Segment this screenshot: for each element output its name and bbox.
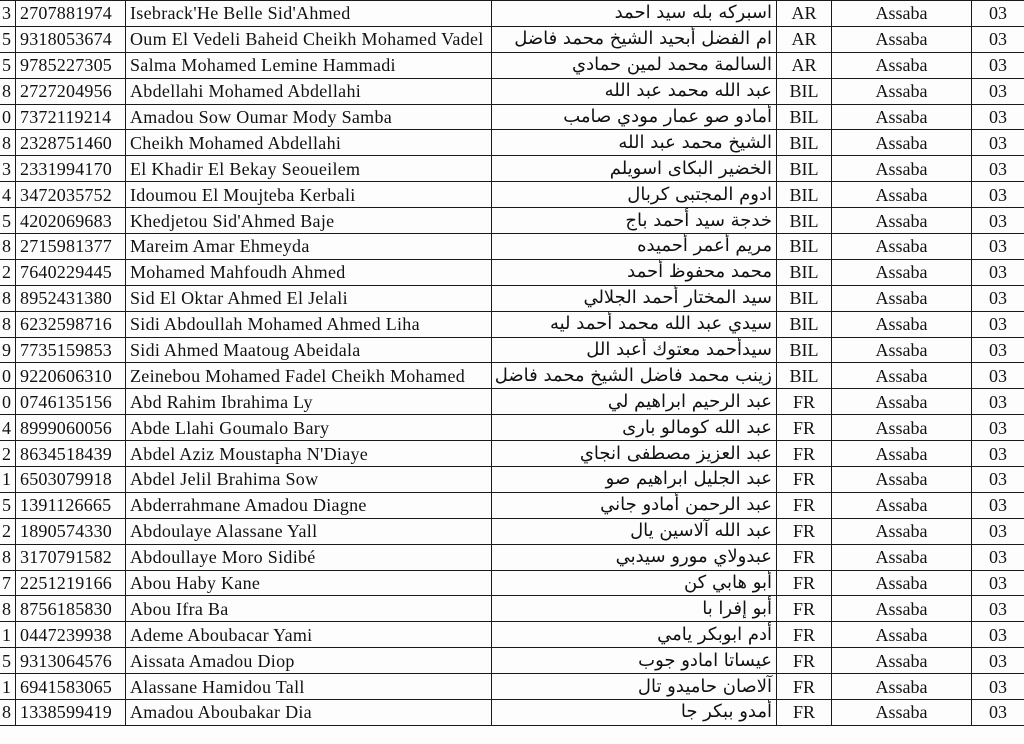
wilaya-cell: Assaba (832, 518, 972, 544)
arabic-name-cell: الخضير البكاى اسويلم (492, 156, 777, 182)
language-cell: BIL (777, 285, 832, 311)
table-row (0, 570, 1024, 596)
arabic-name-cell: عبد الجليل ابراهيم صو (492, 467, 777, 493)
wilaya-code-cell: 03 (972, 674, 1024, 700)
table-body (0, 1, 1024, 726)
latin-name-cell: Abdoullaye Moro Sidibé (126, 544, 492, 570)
language-cell: FR (777, 492, 832, 518)
wilaya-code-cell: 03 (972, 389, 1024, 415)
arabic-name-cell: أبو هابي كن (492, 570, 777, 596)
latin-name-cell: Abdel Jelil Brahima Sow (126, 467, 492, 493)
language-cell: FR (777, 544, 832, 570)
latin-name-cell: Sidi Abdoullah Mohamed Ahmed Liha (126, 311, 492, 337)
nni-cell: 2707881974 (16, 1, 126, 27)
nni-cell: 2328751460 (16, 130, 126, 156)
wilaya-cell: Assaba (832, 648, 972, 674)
language-cell: BIL (777, 363, 832, 389)
nni-cell: 9313064576 (16, 648, 126, 674)
wilaya-cell: Assaba (832, 285, 972, 311)
arabic-name-cell: عبد الرحيم ابراهيم لي (492, 389, 777, 415)
row-index-cell: 7 (0, 570, 16, 596)
wilaya-code-cell: 03 (972, 492, 1024, 518)
arabic-name-cell: أدم ابوبكر يامي (492, 622, 777, 648)
latin-name-cell: Abd Rahim Ibrahima Ly (126, 389, 492, 415)
wilaya-cell: Assaba (832, 700, 972, 726)
arabic-name-cell: اسبركه بله سيد احمد (492, 1, 777, 27)
row-index-cell: 4 (0, 415, 16, 441)
latin-name-cell: El Khadir El Bekay Seoueilem (126, 156, 492, 182)
arabic-name-cell: عبدولاي مورو سيدبي (492, 544, 777, 570)
arabic-name-cell: مريم أعمر أحميده (492, 234, 777, 260)
row-index-cell: 5 (0, 52, 16, 78)
row-index-cell: 0 (0, 363, 16, 389)
row-index-cell: 5 (0, 492, 16, 518)
wilaya-code-cell: 03 (972, 285, 1024, 311)
latin-name-cell: Abdellahi Mohamed Abdellahi (126, 78, 492, 104)
row-index-cell: 8 (0, 234, 16, 260)
table-row (0, 208, 1024, 234)
wilaya-cell: Assaba (832, 52, 972, 78)
row-index-cell: 2 (0, 518, 16, 544)
nni-cell: 0447239938 (16, 622, 126, 648)
wilaya-cell: Assaba (832, 441, 972, 467)
language-cell: BIL (777, 104, 832, 130)
nni-cell: 7640229445 (16, 259, 126, 285)
wilaya-code-cell: 03 (972, 311, 1024, 337)
nni-cell: 1391126665 (16, 492, 126, 518)
table-row (0, 78, 1024, 104)
language-cell: BIL (777, 311, 832, 337)
wilaya-code-cell: 03 (972, 234, 1024, 260)
language-cell: BIL (777, 156, 832, 182)
latin-name-cell: Khedjetou Sid'Ahmed Baje (126, 208, 492, 234)
arabic-name-cell: عبد الله كومالو بارى (492, 415, 777, 441)
arabic-name-cell: ام الفضل أبحيد الشيخ محمد فاضل (492, 26, 777, 52)
language-cell: FR (777, 596, 832, 622)
wilaya-code-cell: 03 (972, 596, 1024, 622)
language-cell: FR (777, 570, 832, 596)
wilaya-cell: Assaba (832, 311, 972, 337)
language-cell: FR (777, 700, 832, 726)
wilaya-code-cell: 03 (972, 1, 1024, 27)
row-index-cell: 3 (0, 1, 16, 27)
latin-name-cell: Sidi Ahmed Maatoug Abeidala (126, 337, 492, 363)
wilaya-cell: Assaba (832, 259, 972, 285)
latin-name-cell: Amadou Sow Oumar Mody Samba (126, 104, 492, 130)
language-cell: BIL (777, 130, 832, 156)
row-index-cell: 2 (0, 441, 16, 467)
latin-name-cell: Abou Ifra Ba (126, 596, 492, 622)
arabic-name-cell: سيدأحمد معتوك أعبد الل (492, 337, 777, 363)
row-index-cell: 1 (0, 674, 16, 700)
language-cell: AR (777, 1, 832, 27)
wilaya-code-cell: 03 (972, 544, 1024, 570)
arabic-name-cell: أبو إفرا با (492, 596, 777, 622)
arabic-name-cell: محمد محفوظ أحمد (492, 259, 777, 285)
wilaya-cell: Assaba (832, 182, 972, 208)
nni-cell: 2715981377 (16, 234, 126, 260)
row-index-cell: 1 (0, 622, 16, 648)
arabic-name-cell: أمادو صو عمار مودي صامب (492, 104, 777, 130)
wilaya-cell: Assaba (832, 1, 972, 27)
latin-name-cell: Oum El Vedeli Baheid Cheikh Mohamed Vadel (126, 26, 492, 52)
arabic-name-cell: خدجة سيد أحمد باج (492, 208, 777, 234)
language-cell: AR (777, 52, 832, 78)
nni-cell: 1890574330 (16, 518, 126, 544)
wilaya-code-cell: 03 (972, 622, 1024, 648)
wilaya-cell: Assaba (832, 467, 972, 493)
latin-name-cell: Alassane Hamidou Tall (126, 674, 492, 700)
table-row (0, 26, 1024, 52)
table-row (0, 467, 1024, 493)
row-index-cell: 8 (0, 78, 16, 104)
table-row (0, 285, 1024, 311)
language-cell: FR (777, 674, 832, 700)
table-row (0, 363, 1024, 389)
nni-cell: 8999060056 (16, 415, 126, 441)
nni-cell: 4202069683 (16, 208, 126, 234)
table-row (0, 156, 1024, 182)
latin-name-cell: Sid El Oktar Ahmed El Jelali (126, 285, 492, 311)
wilaya-cell: Assaba (832, 104, 972, 130)
nni-cell: 6941583065 (16, 674, 126, 700)
row-index-cell: 8 (0, 544, 16, 570)
language-cell: FR (777, 622, 832, 648)
wilaya-cell: Assaba (832, 337, 972, 363)
latin-name-cell: Aissata Amadou Diop (126, 648, 492, 674)
row-index-cell: 8 (0, 130, 16, 156)
nni-cell: 7372119214 (16, 104, 126, 130)
arabic-name-cell: عيساتا امادو جوب (492, 648, 777, 674)
wilaya-code-cell: 03 (972, 337, 1024, 363)
latin-name-cell: Amadou Aboubakar Dia (126, 700, 492, 726)
wilaya-code-cell: 03 (972, 415, 1024, 441)
table-row (0, 1, 1024, 27)
language-cell: FR (777, 467, 832, 493)
row-index-cell: 5 (0, 648, 16, 674)
arabic-name-cell: سيد المختار أحمد الجلالي (492, 285, 777, 311)
latin-name-cell: Salma Mohamed Lemine Hammadi (126, 52, 492, 78)
nni-cell: 2727204956 (16, 78, 126, 104)
nni-cell: 3170791582 (16, 544, 126, 570)
wilaya-code-cell: 03 (972, 208, 1024, 234)
latin-name-cell: Mareim Amar Ehmeyda (126, 234, 492, 260)
arabic-name-cell: عبد الله محمد عبد الله (492, 78, 777, 104)
table-row (0, 648, 1024, 674)
arabic-name-cell: سيدي عبد الله محمد أحمد ليه (492, 311, 777, 337)
table-row (0, 259, 1024, 285)
nni-cell: 9785227305 (16, 52, 126, 78)
wilaya-cell: Assaba (832, 570, 972, 596)
wilaya-code-cell: 03 (972, 104, 1024, 130)
table-row (0, 415, 1024, 441)
arabic-name-cell: أمدو ببكر جا (492, 700, 777, 726)
wilaya-cell: Assaba (832, 208, 972, 234)
table-row (0, 518, 1024, 544)
wilaya-code-cell: 03 (972, 518, 1024, 544)
nni-cell: 3472035752 (16, 182, 126, 208)
nni-cell: 2331994170 (16, 156, 126, 182)
wilaya-code-cell: 03 (972, 52, 1024, 78)
wilaya-code-cell: 03 (972, 648, 1024, 674)
table-row (0, 700, 1024, 726)
wilaya-code-cell: 03 (972, 130, 1024, 156)
row-index-cell: 0 (0, 389, 16, 415)
wilaya-code-cell: 03 (972, 78, 1024, 104)
row-index-cell: 8 (0, 285, 16, 311)
wilaya-code-cell: 03 (972, 26, 1024, 52)
table-row (0, 182, 1024, 208)
latin-name-cell: Abderrahmane Amadou Diagne (126, 492, 492, 518)
table-row (0, 389, 1024, 415)
latin-name-cell: Ademe Aboubacar Yami (126, 622, 492, 648)
language-cell: BIL (777, 337, 832, 363)
language-cell: BIL (777, 182, 832, 208)
table-row (0, 104, 1024, 130)
table-row (0, 52, 1024, 78)
row-index-cell: 8 (0, 700, 16, 726)
latin-name-cell: Cheikh Mohamed Abdellahi (126, 130, 492, 156)
nni-cell: 2251219166 (16, 570, 126, 596)
nni-cell: 7735159853 (16, 337, 126, 363)
row-index-cell: 3 (0, 156, 16, 182)
nni-cell: 9220606310 (16, 363, 126, 389)
table-row (0, 622, 1024, 648)
arabic-name-cell: آلاصان حاميدو تال (492, 674, 777, 700)
arabic-name-cell: الشيخ محمد عبد الله (492, 130, 777, 156)
language-cell: BIL (777, 234, 832, 260)
language-cell: FR (777, 441, 832, 467)
language-cell: BIL (777, 208, 832, 234)
wilaya-code-cell: 03 (972, 182, 1024, 208)
table-row (0, 596, 1024, 622)
wilaya-cell: Assaba (832, 130, 972, 156)
language-cell: FR (777, 648, 832, 674)
table-row (0, 130, 1024, 156)
latin-name-cell: Abdoulaye Alassane Yall (126, 518, 492, 544)
arabic-name-cell: عبد العزيز مصطفى انجاي (492, 441, 777, 467)
table-row (0, 544, 1024, 570)
nni-cell: 8952431380 (16, 285, 126, 311)
nni-cell: 9318053674 (16, 26, 126, 52)
row-index-cell: 0 (0, 104, 16, 130)
row-index-cell: 9 (0, 337, 16, 363)
wilaya-code-cell: 03 (972, 259, 1024, 285)
row-index-cell: 5 (0, 208, 16, 234)
language-cell: AR (777, 26, 832, 52)
arabic-name-cell: زينب محمد فاضل الشيخ محمد فاضل (492, 363, 777, 389)
latin-name-cell: Zeinebou Mohamed Fadel Cheikh Mohamed (126, 363, 492, 389)
row-index-cell: 5 (0, 26, 16, 52)
latin-name-cell: Isebrack'He Belle Sid'Ahmed (126, 1, 492, 27)
latin-name-cell: Abdel Aziz Moustapha N'Diaye (126, 441, 492, 467)
wilaya-code-cell: 03 (972, 700, 1024, 726)
arabic-name-cell: ادوم المجتبى كربال (492, 182, 777, 208)
wilaya-code-cell: 03 (972, 441, 1024, 467)
latin-name-cell: Mohamed Mahfoudh Ahmed (126, 259, 492, 285)
wilaya-code-cell: 03 (972, 467, 1024, 493)
wilaya-code-cell: 03 (972, 363, 1024, 389)
row-index-cell: 4 (0, 182, 16, 208)
wilaya-cell: Assaba (832, 26, 972, 52)
latin-name-cell: Abde Llahi Goumalo Bary (126, 415, 492, 441)
arabic-name-cell: عبد الله آلاسين يال (492, 518, 777, 544)
wilaya-cell: Assaba (832, 363, 972, 389)
wilaya-cell: Assaba (832, 492, 972, 518)
table-row (0, 492, 1024, 518)
nni-cell: 6503079918 (16, 467, 126, 493)
wilaya-cell: Assaba (832, 78, 972, 104)
wilaya-cell: Assaba (832, 622, 972, 648)
wilaya-cell: Assaba (832, 544, 972, 570)
wilaya-code-cell: 03 (972, 570, 1024, 596)
nni-cell: 0746135156 (16, 389, 126, 415)
table-row (0, 674, 1024, 700)
table-row (0, 337, 1024, 363)
language-cell: BIL (777, 259, 832, 285)
wilaya-cell: Assaba (832, 389, 972, 415)
wilaya-cell: Assaba (832, 674, 972, 700)
latin-name-cell: Idoumou El Moujteba Kerbali (126, 182, 492, 208)
arabic-name-cell: عبد الرحمن أمادو جاني (492, 492, 777, 518)
arabic-name-cell: السالمة محمد لمين حمادي (492, 52, 777, 78)
language-cell: FR (777, 518, 832, 544)
nni-cell: 8634518439 (16, 441, 126, 467)
nni-cell: 8756185830 (16, 596, 126, 622)
row-index-cell: 8 (0, 596, 16, 622)
row-index-cell: 1 (0, 467, 16, 493)
wilaya-cell: Assaba (832, 234, 972, 260)
language-cell: FR (777, 389, 832, 415)
row-index-cell: 2 (0, 259, 16, 285)
table-row (0, 441, 1024, 467)
latin-name-cell: Abou Haby Kane (126, 570, 492, 596)
wilaya-cell: Assaba (832, 596, 972, 622)
table-row (0, 234, 1024, 260)
wilaya-code-cell: 03 (972, 156, 1024, 182)
nni-cell: 6232598716 (16, 311, 126, 337)
wilaya-cell: Assaba (832, 415, 972, 441)
wilaya-cell: Assaba (832, 156, 972, 182)
language-cell: BIL (777, 78, 832, 104)
language-cell: FR (777, 415, 832, 441)
nni-cell: 1338599419 (16, 700, 126, 726)
table-row (0, 311, 1024, 337)
row-index-cell: 8 (0, 311, 16, 337)
